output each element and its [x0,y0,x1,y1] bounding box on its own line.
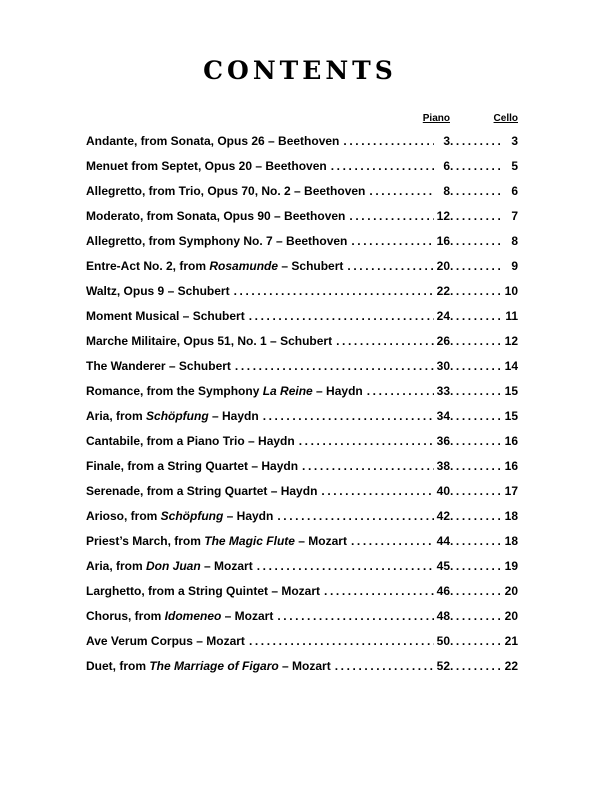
contents-entry [86,553,518,578]
dot-leader [324,584,434,598]
cello-column-header: Cello [493,113,518,124]
entry-title [86,159,331,173]
entry-title-text: Aria, from [86,558,147,573]
entry-title-text: Allegretto, from Trio, Opus 70, No. 2 – Beethoven [86,183,366,198]
contents-entry [86,303,518,328]
entry-title-text: Moment Musical – Schubert [86,308,245,323]
entry-title-text: Allegretto, from Symphony No. 7 – Beethoven [86,233,348,248]
piano-page-number: 36 [436,433,450,448]
piano-page-number: 3 [443,133,450,148]
entry-title-text: Menuet from Septet, Opus 20 – Beethoven [86,158,327,173]
contents-entry [86,253,518,278]
dot-leader [321,484,434,498]
entry-work-title: La Reine [262,383,313,398]
contents-entry [86,178,518,203]
entry-work-title: The Magic Flute [204,533,295,548]
dot-leader [450,359,502,373]
entry-title [86,534,351,548]
piano-page-number: 38 [436,458,450,473]
dot-leader [336,334,434,348]
dot-leader [450,409,502,423]
piano-page-number: 40 [436,483,450,498]
contents-entry [86,453,518,478]
dot-leader [263,409,434,423]
dot-leader [450,184,502,198]
dot-leader [450,509,502,523]
cello-page-number: 7 [511,208,518,223]
contents-entry [86,428,518,453]
cello-page-number: 18 [504,533,518,548]
entry-title [86,359,235,373]
piano-page-number: 12 [436,208,450,223]
entry-title [86,134,343,148]
contents-entry [86,653,518,678]
entry-composer: – Mozart [221,608,274,623]
entry-title [86,334,336,348]
entry-title-text: Duet, from [86,658,150,673]
piano-page-number: 46 [436,583,450,598]
dot-leader [331,159,434,173]
dot-leader [257,559,434,573]
entry-title-text: Waltz, Opus 9 – Schubert [86,283,230,298]
dot-leader [349,209,434,223]
dot-leader [450,309,502,323]
cello-page-number: 5 [511,158,518,173]
dot-leader [351,234,434,248]
cello-page-number: 11 [505,308,518,323]
contents-entry [86,353,518,378]
piano-page-number: 22 [436,283,450,298]
dot-leader [369,184,434,198]
entry-title-text: Serenade, from a String Quartet – Haydn [86,483,318,498]
entry-title [86,184,369,198]
dot-leader [450,484,502,498]
cello-page-number: 15 [504,383,518,398]
entry-title [86,209,349,223]
contents-entry [86,603,518,628]
cello-page-number: 3 [511,133,518,148]
cello-page-number: 9 [511,258,518,273]
cello-page-number: 17 [504,483,518,498]
entry-title-text: The Wanderer – Schubert [86,358,231,373]
contents-entry [86,528,518,553]
contents-entry [86,503,518,528]
entry-title-text: Aria, from [86,408,147,423]
entry-title-text: Arioso, from [86,508,161,523]
cello-page-number: 14 [504,358,518,373]
dot-leader [450,559,502,573]
piano-page-number: 30 [436,358,450,373]
contents-entry [86,228,518,253]
entry-title-text: Andante, from Sonata, Opus 26 – Beethoven [86,133,340,148]
dot-leader [450,209,502,223]
entry-title-text: Marche Militaire, Opus 51, No. 1 – Schubert [86,333,333,348]
contents-entry [86,328,518,353]
cello-page-number: 20 [504,608,518,623]
dot-leader [347,259,434,273]
piano-page-number: 44 [436,533,450,548]
contents-entry [86,203,518,228]
dot-leader [450,434,502,448]
contents-entry [86,578,518,603]
cello-page-number: 16 [504,458,518,473]
column-headers [86,113,518,127]
entry-composer: – Mozart [200,558,253,573]
entry-work-title: The Marriage of Figaro [149,658,279,673]
entry-title [86,559,257,573]
dot-leader [450,334,502,348]
entry-title [86,409,263,423]
contents-entry [86,128,518,153]
contents-entry [86,278,518,303]
dot-leader [450,634,502,648]
dot-leader [302,459,434,473]
dot-leader [450,159,502,173]
dot-leader [235,359,434,373]
entry-title-text: Ave Verum Corpus – Mozart [86,633,245,648]
piano-page-number: 34 [436,408,450,423]
entry-title-text: Larghetto, from a String Quintet – Mozart [86,583,321,598]
dot-leader [343,134,434,148]
entry-title [86,509,277,523]
dot-leader [351,534,434,548]
contents-entry [86,628,518,653]
entry-title [86,659,335,673]
piano-page-number: 48 [436,608,450,623]
contents-entry [86,153,518,178]
entry-work-title: Schöpfung [160,508,224,523]
entry-title-text: Cantabile, from a Piano Trio – Haydn [86,433,295,448]
piano-page-number: 26 [436,333,450,348]
entry-composer: – Haydn [208,408,259,423]
entry-title-text: Priest’s March, from [86,533,205,548]
dot-leader [450,534,502,548]
piano-page-number: 50 [436,633,450,648]
cello-page-number: 19 [504,558,518,573]
dot-leader [299,434,434,448]
entry-title [86,634,249,648]
piano-page-number: 16 [436,233,450,248]
contents-entry [86,378,518,403]
cello-page-number: 6 [511,183,518,198]
dot-leader [450,584,502,598]
cello-page-number: 12 [504,333,518,348]
piano-column-header: Piano [422,113,450,124]
cello-page-number: 15 [504,408,518,423]
dot-leader [450,134,502,148]
dot-leader [249,309,434,323]
cello-page-number: 16 [504,433,518,448]
entry-composer: – Mozart [294,533,347,548]
cello-page-number: 18 [504,508,518,523]
piano-page-number: 52 [436,658,450,673]
entry-work-title: Rosamunde [209,258,279,273]
entry-composer: – Schubert [278,258,344,273]
entry-title-text: Finale, from a String Quartet – Haydn [86,458,299,473]
dot-leader [450,384,502,398]
dot-leader [335,659,434,673]
piano-page-number: 42 [436,508,450,523]
entry-title-text: Entre-Act No. 2, from [86,258,210,273]
cello-page-number: 8 [511,233,518,248]
dot-leader [249,634,434,648]
entry-title [86,459,302,473]
entry-title-text: Moderato, from Sonata, Opus 90 – Beethoven [86,208,346,223]
dot-leader [367,384,434,398]
piano-page-number: 45 [436,558,450,573]
dot-leader [450,259,502,273]
dot-leader [277,509,434,523]
contents-entry [86,403,518,428]
entry-title [86,434,299,448]
cello-page-number: 20 [504,583,518,598]
entry-composer: – Mozart [278,658,331,673]
entry-title-text: Chorus, from [86,608,165,623]
cello-page-number: 22 [504,658,518,673]
dot-leader [450,609,502,623]
entry-title-text: Romance, from the Symphony [86,383,263,398]
entry-title [86,384,367,398]
entry-work-title: Don Juan [146,558,201,573]
entry-composer: – Haydn [223,508,274,523]
dot-leader [450,234,502,248]
entry-title [86,284,234,298]
dot-leader [277,609,434,623]
cello-page-number: 10 [504,283,518,298]
piano-page-number: 8 [443,183,450,198]
cello-page-number: 21 [504,633,518,648]
contents-entry [86,478,518,503]
dot-leader [450,459,502,473]
piano-page-number: 20 [436,258,450,273]
entry-title [86,484,321,498]
entry-title [86,609,277,623]
entry-title [86,309,249,323]
entry-work-title: Schöpfung [146,408,209,423]
entry-composer: – Haydn [312,383,363,398]
entry-title [86,234,351,248]
piano-page-number: 24 [436,308,450,323]
piano-page-number: 33 [436,383,450,398]
entry-title [86,584,324,598]
entry-title [86,259,347,273]
page-title: CONTENTS [203,56,397,85]
piano-page-number: 6 [443,158,450,173]
dot-leader [450,659,502,673]
dot-leader [450,284,502,298]
contents-list [86,128,518,678]
dot-leader [234,284,434,298]
entry-work-title: Idomeneo [164,608,222,623]
